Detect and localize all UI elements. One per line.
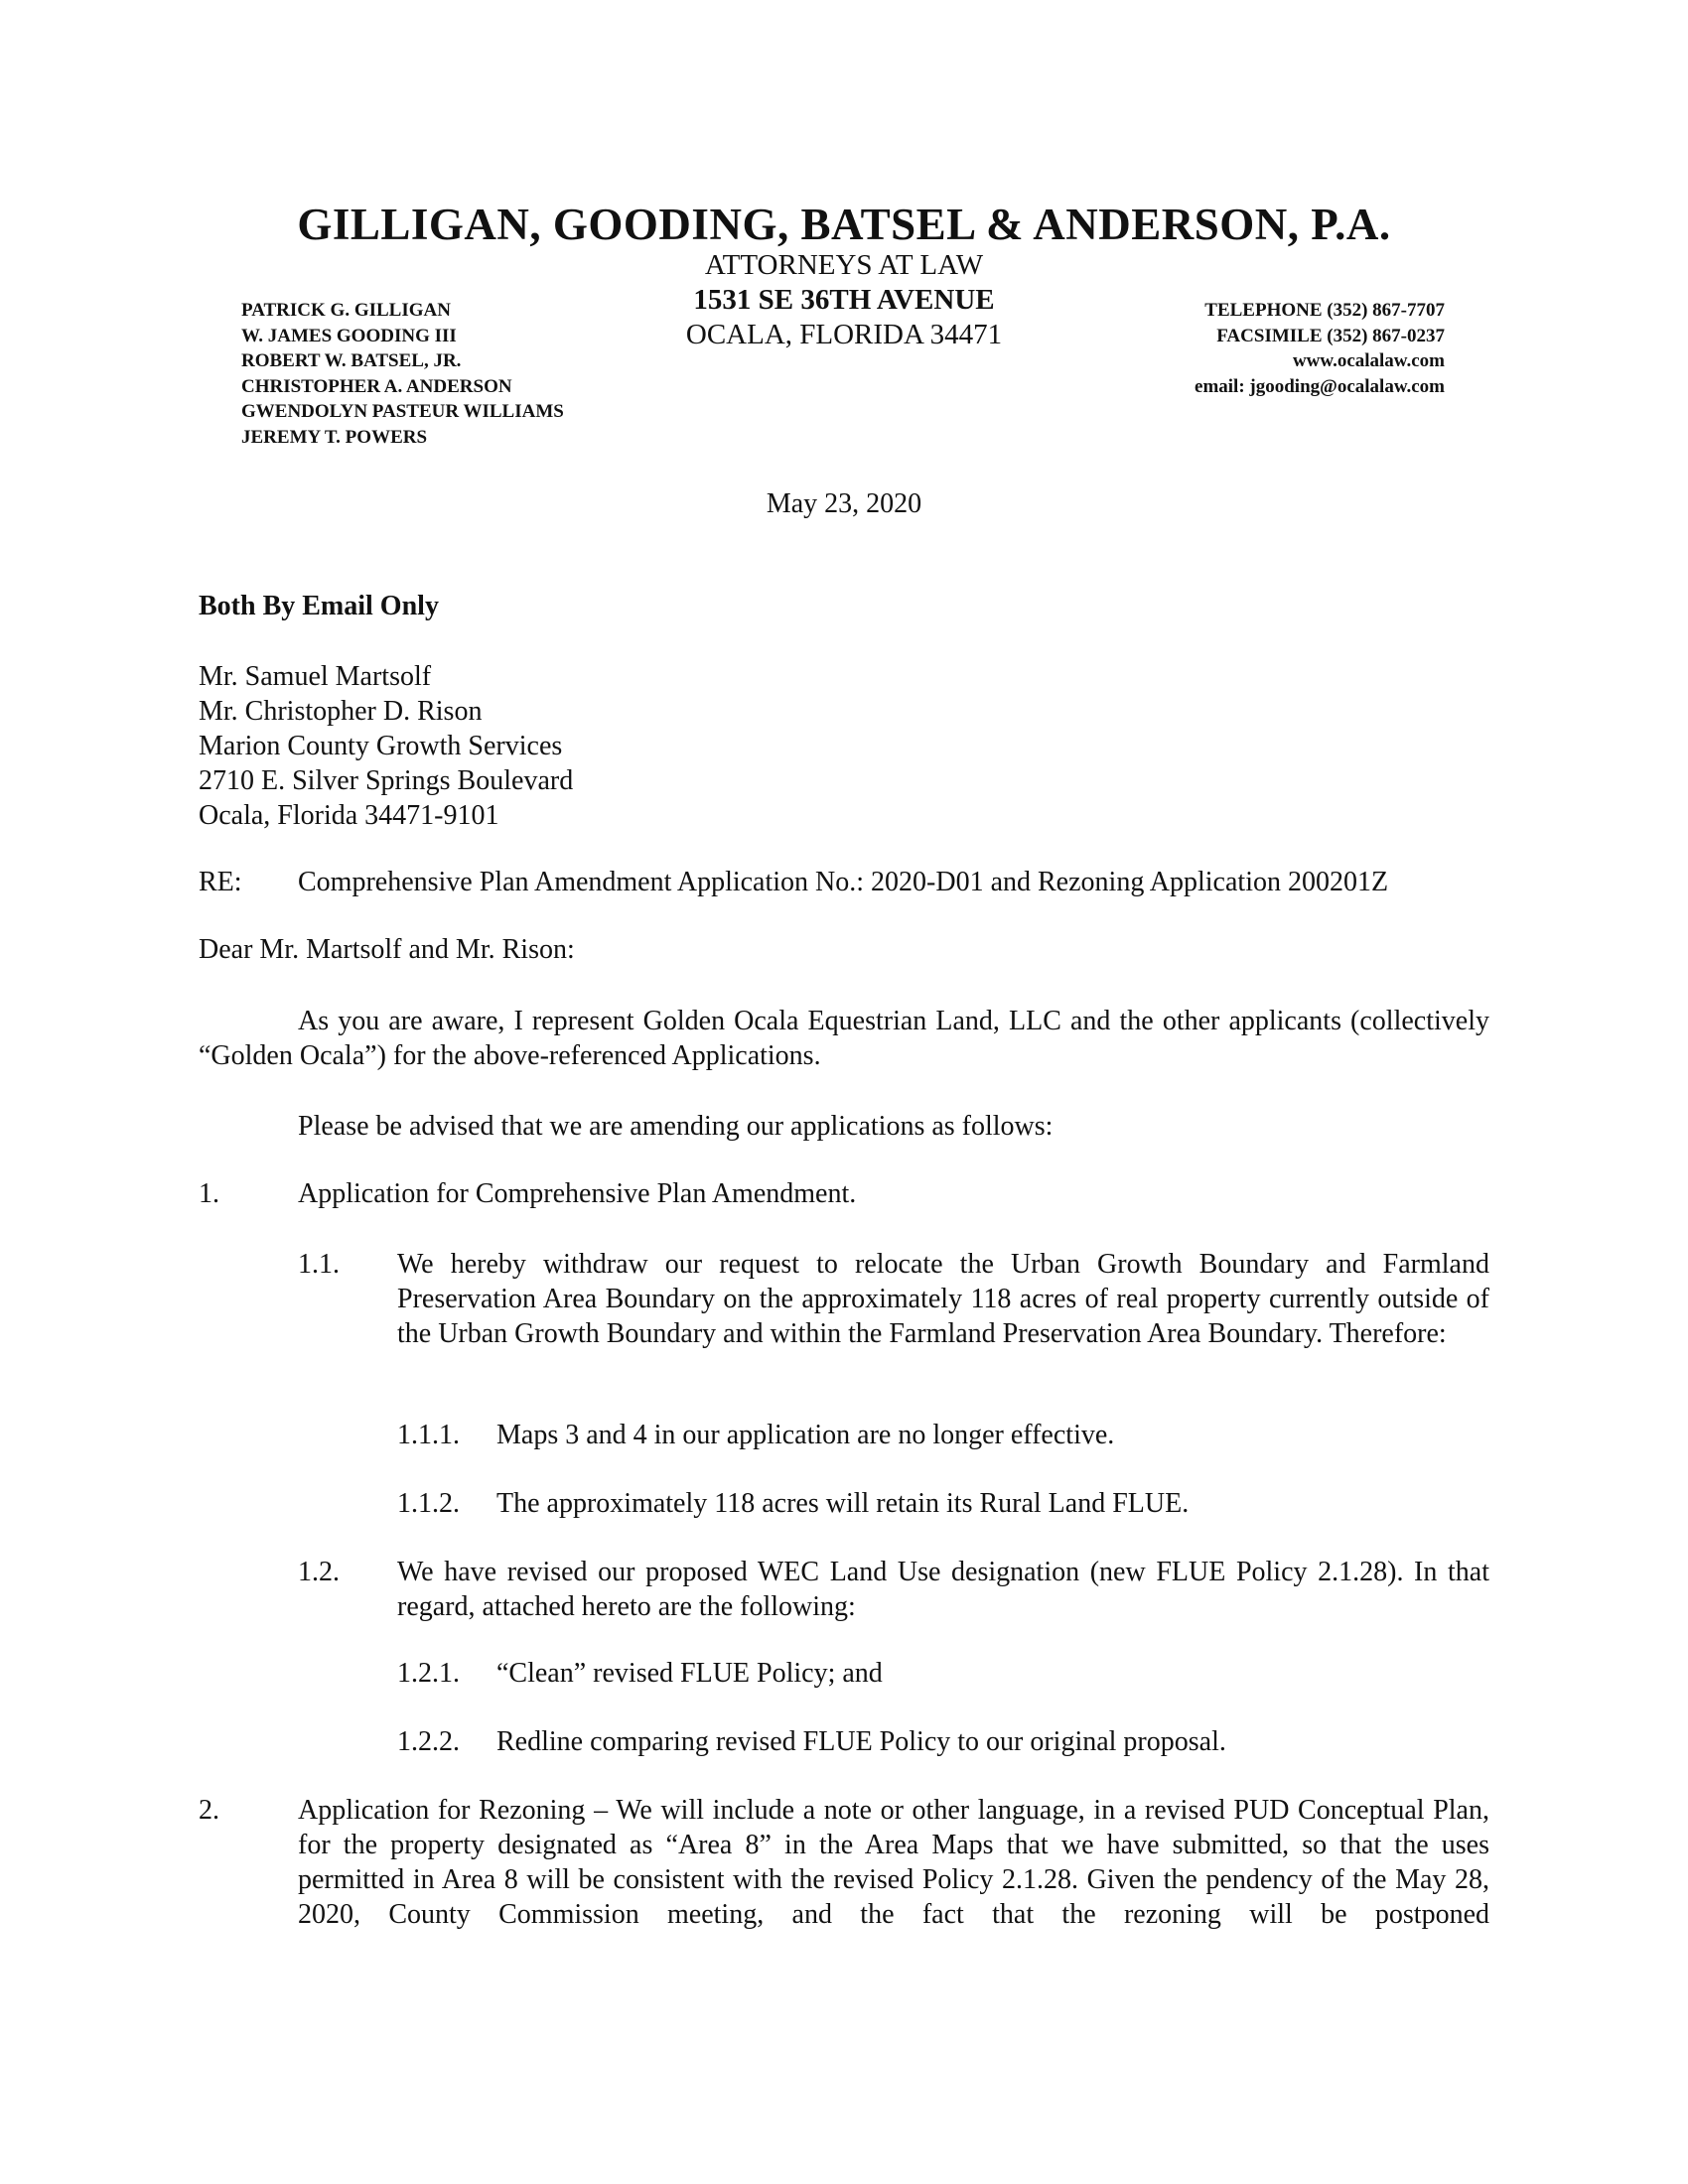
item-text: The approximately 118 acres will retain its Rural Land FLUE.	[496, 1488, 1190, 1519]
item-text: We hereby withdraw our request to relocate the Urban Growth Boundary and Farmland Preservation Area Boundary on the approximately 118 acres of real property currently outside of the Urban Growth Boundary and within the Farmland Preservation Area Boundary. Therefore:	[397, 1249, 1489, 1349]
letter-date: May 23, 2020	[766, 488, 922, 519]
partner-name: ROBERT W. BATSEL, JR.	[241, 350, 462, 371]
item-number: 1.	[199, 1178, 219, 1209]
item-text: “Clean” revised FLUE Policy; and	[496, 1658, 883, 1689]
firm-name: GILLIGAN, GOODING, BATSEL & ANDERSON, P.A.	[297, 200, 1391, 249]
contact-block	[1195, 298, 1445, 399]
intro-paragraph	[199, 1004, 1489, 1073]
recipient-line: Mr. Samuel Martsolf	[199, 661, 432, 692]
intro-text: As you are aware, I represent Golden Ocala Equestrian Land, LLC and the other applicants (collectively “Golden Ocala”) for the above-referenced Applications.	[199, 1006, 1489, 1071]
partner-name: JEREMY T. POWERS	[241, 426, 428, 448]
item-text: Application for Rezoning – We will include a note or other language, in a revised PUD Conceptual Plan, for the property designated as “Area 8” in the Area Maps that we have submitted, so that the uses permitted in Area 8 will be consistent with the revised Policy 2.1.28. Given the pendency of the May 28, 2020, County Commission meeting, and the fact that the rezoning will be postponed	[298, 1795, 1489, 1930]
partner-name: PATRICK G. GILLIGAN	[241, 300, 451, 321]
item-number: 1.2.1.	[397, 1658, 460, 1689]
recipient-line: 2710 E. Silver Springs Boulevard	[199, 765, 574, 796]
firm-tagline: ATTORNEYS AT LAW	[704, 249, 984, 281]
recipient-line: Mr. Christopher D. Rison	[199, 696, 483, 727]
email-link[interactable]: email: jgooding@ocalalaw.com	[1195, 375, 1445, 397]
item-text: Redline comparing revised FLUE Policy to our original proposal.	[496, 1726, 1226, 1757]
item-number: 1.2.	[298, 1557, 340, 1587]
telephone: TELEPHONE (352) 867-7707	[1204, 300, 1445, 321]
delivery-method: Both By Email Only	[199, 591, 439, 621]
item-number: 1.1.2.	[397, 1488, 460, 1519]
firm-city: OCALA, FLORIDA 34471	[685, 319, 1003, 350]
item-number: 2.	[199, 1795, 219, 1826]
amend-paragraph: Please be advised that we are amending our applications as follows:	[298, 1111, 1054, 1142]
recipient-address	[199, 659, 573, 833]
partner-name: W. JAMES GOODING III	[241, 325, 457, 346]
partner-name: GWENDOLYN PASTEUR WILLIAMS	[241, 401, 564, 422]
item-text: Maps 3 and 4 in our application are no longer effective.	[496, 1420, 1115, 1450]
item-number: 1.2.2.	[397, 1726, 460, 1757]
re-subject: Comprehensive Plan Amendment Application No.: 2020-D01 and Rezoning Application 200201Z	[298, 867, 1389, 897]
item-number: 1.1.1.	[397, 1420, 460, 1450]
item-number: 1.1.	[298, 1249, 340, 1280]
item-text: We have revised our proposed WEC Land Use designation (new FLUE Policy 2.1.28). In that regard, attached hereto are the following:	[397, 1557, 1489, 1622]
salutation: Dear Mr. Martsolf and Mr. Rison:	[199, 934, 575, 965]
website-link[interactable]: www.ocalalaw.com	[1292, 350, 1445, 371]
firm-street: 1531 SE 36TH AVENUE	[693, 284, 995, 316]
partner-list	[241, 298, 564, 450]
facsimile: FACSIMILE (352) 867-0237	[1216, 325, 1445, 346]
re-label: RE:	[199, 867, 242, 897]
recipient-line: Marion County Growth Services	[199, 731, 563, 761]
recipient-line: Ocala, Florida 34471-9101	[199, 800, 499, 831]
item-text: Application for Comprehensive Plan Amendment.	[298, 1178, 857, 1209]
firm-address-block	[556, 248, 1132, 352]
partner-name: CHRISTOPHER A. ANDERSON	[241, 375, 512, 397]
